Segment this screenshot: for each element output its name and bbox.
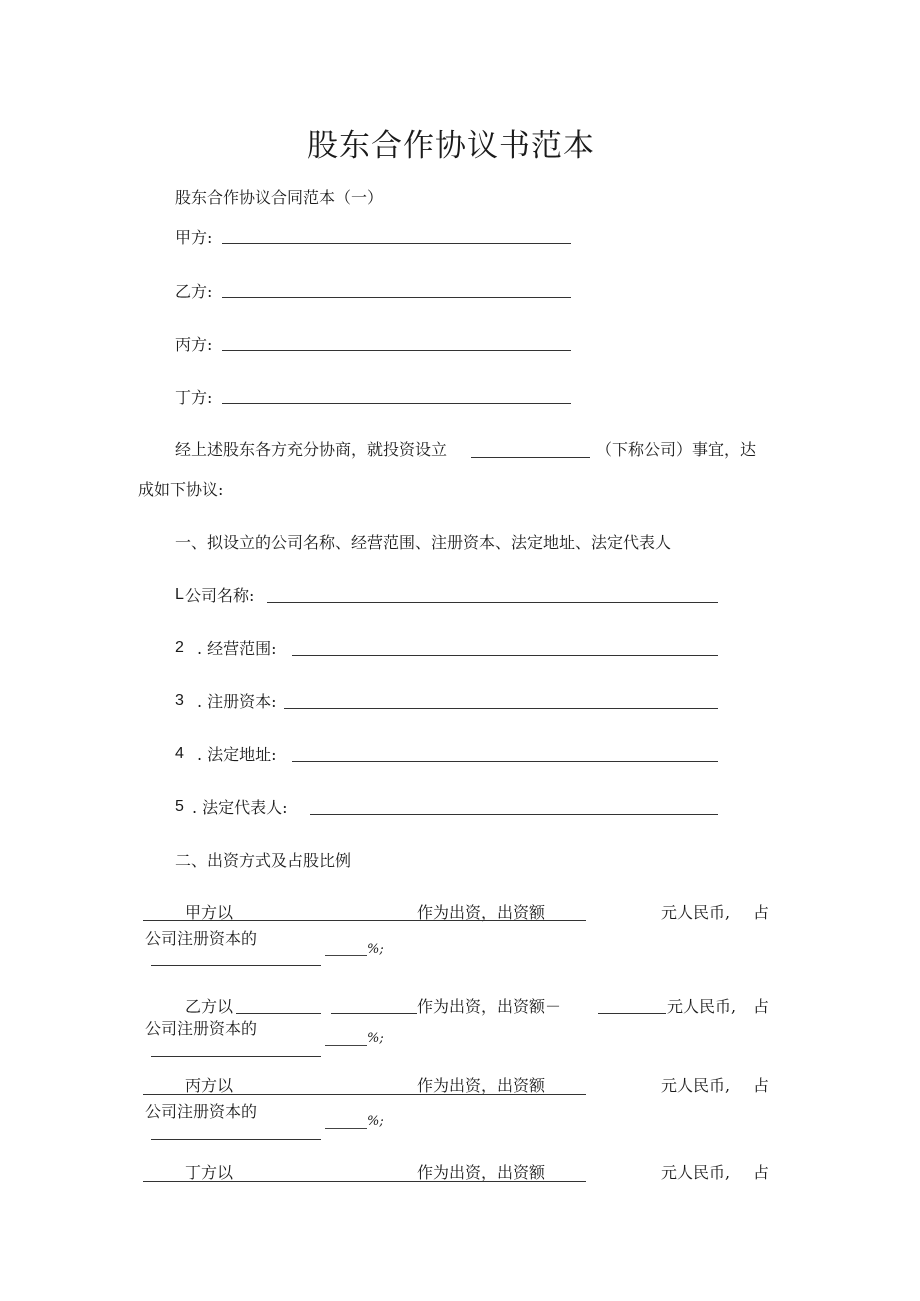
item4-number: 4 [175, 745, 184, 762]
item2-label: . 经营范围: [197, 639, 277, 658]
party-d-contribution-label: 丁方以 [185, 1163, 234, 1182]
intro-text-start: 经上述股东各方充分协商，就投资设立 [175, 440, 448, 459]
legal-address-field[interactable] [292, 761, 718, 762]
legal-representative-field[interactable] [310, 814, 718, 815]
item1-number: L [175, 586, 184, 603]
party-c-contribution-mid: 作为出资，出资额 [417, 1076, 546, 1095]
item4-label: . 法定地址: [197, 745, 277, 764]
party-a-contribution-label: 甲方以 [185, 903, 234, 922]
contract-subtitle: 股东合作协议合同范本（一） [175, 188, 384, 207]
company-name-blank[interactable] [471, 457, 590, 458]
registered-capital-field[interactable] [284, 708, 718, 709]
party-a-yuan: 元人民币, [661, 903, 731, 922]
party-c-extra-underline[interactable] [151, 1139, 321, 1140]
party-c-registered-capital-label: 公司注册资本的 [145, 1102, 258, 1121]
party-a-share-blank[interactable] [325, 955, 367, 956]
party-b-yuan: 元人民币, [667, 997, 737, 1016]
party-c-share-blank[interactable] [325, 1128, 367, 1129]
party-b-field[interactable] [222, 297, 571, 298]
party-d-field[interactable] [222, 403, 571, 404]
party-d-contribution-mid: 作为出资，出资额 [417, 1163, 546, 1182]
party-b-registered-capital-label: 公司注册资本的 [145, 1019, 258, 1038]
party-b-method-blank-2[interactable] [331, 1013, 417, 1014]
party-c-contribution-label: 丙方以 [185, 1076, 234, 1095]
section1-heading: 一、拟设立的公司名称、经营范围、注册资本、法定地址、法定代表人 [175, 533, 672, 552]
party-b-extra-underline[interactable] [151, 1056, 321, 1057]
party-a-zhan: 占 [753, 903, 770, 922]
party-b-percent: %; [367, 1031, 384, 1046]
party-a-registered-capital-label: 公司注册资本的 [145, 929, 258, 948]
party-c-label: 丙方: [175, 335, 213, 354]
intro-text-line2: 成如下协议: [138, 480, 224, 499]
company-name-field[interactable] [267, 602, 718, 603]
party-b-label: 乙方: [175, 282, 213, 301]
party-a-field[interactable] [222, 243, 571, 244]
item1-label: 公司名称: [185, 586, 255, 605]
party-d-contribution-underline[interactable] [143, 1181, 586, 1182]
business-scope-field[interactable] [292, 655, 718, 656]
party-a-contribution-underline[interactable] [143, 920, 586, 921]
item3-number: 3 [175, 692, 184, 709]
party-c-percent: %; [367, 1114, 384, 1129]
party-d-label: 丁方: [175, 388, 213, 407]
party-d-zhan: 占 [753, 1163, 770, 1182]
item3-label: . 注册资本: [197, 692, 277, 711]
item5-label: . 法定代表人: [192, 798, 288, 817]
item2-number: 2 [175, 639, 184, 656]
item5-number: 5 [175, 798, 184, 815]
document-title: 股东合作协议书范本 [307, 128, 595, 164]
party-b-share-blank[interactable] [325, 1045, 367, 1046]
party-b-method-blank-1[interactable] [236, 1013, 321, 1014]
party-c-zhan: 占 [753, 1076, 770, 1095]
party-c-field[interactable] [222, 350, 571, 351]
party-a-contribution-mid: 作为出资，出资额 [417, 903, 546, 922]
party-a-extra-underline[interactable] [151, 965, 321, 966]
intro-text-end: （下称公司）事宜，达 [596, 440, 757, 459]
party-b-contribution-label: 乙方以 [185, 997, 234, 1016]
party-d-yuan: 元人民币, [661, 1163, 731, 1182]
party-c-contribution-underline[interactable] [143, 1094, 586, 1095]
party-b-contribution-mid: 作为出资，出资额－ [417, 997, 562, 1016]
party-a-label: 甲方: [175, 228, 213, 247]
party-b-zhan: 占 [753, 997, 770, 1016]
party-a-percent: %; [367, 942, 384, 957]
party-c-yuan: 元人民币, [661, 1076, 731, 1095]
party-b-amount-blank[interactable] [598, 1013, 666, 1014]
section2-heading: 二、出资方式及占股比例 [175, 851, 352, 870]
